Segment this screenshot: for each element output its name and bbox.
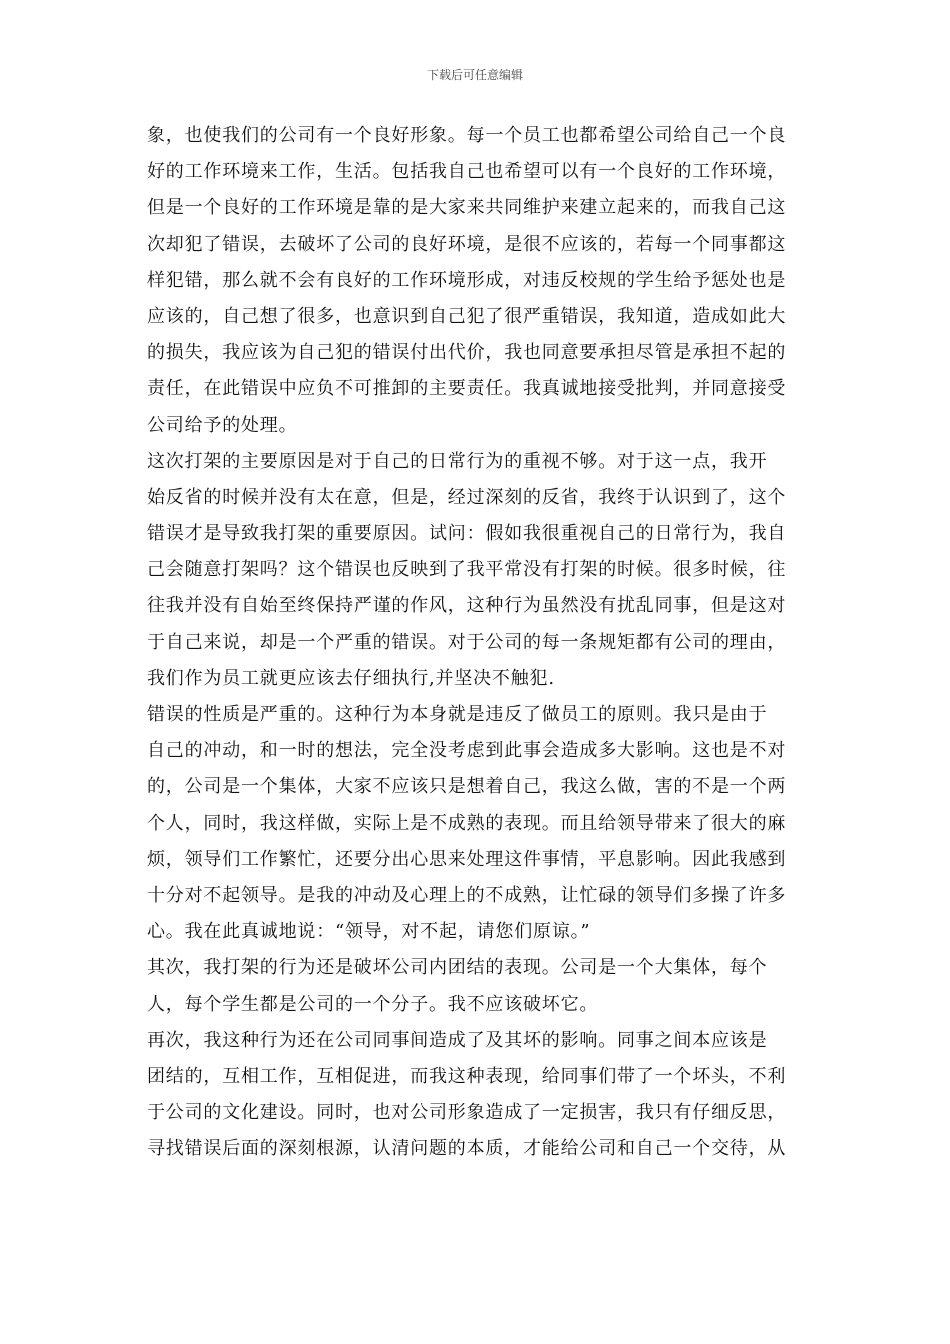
text-line: 寻找错误后面的深刻根源，认清问题的本质，才能给公司和自己一个交待，从 <box>147 1138 787 1160</box>
text-line: 再次，我这种行为还在公司同事间造成了及其坏的影响。同事之间本应该是 <box>147 1029 768 1051</box>
text-line: 其次，我打架的行为还是破坏公司内团结的表现。公司是一个大集体，每个 <box>147 957 768 979</box>
text-line: 次却犯了错误，去破坏了公司的良好环境，是很不应该的，若每一个同事都这 <box>147 233 787 255</box>
text-line: 公司给予的处理。 <box>147 414 298 436</box>
text-line: 自己的冲动，和一时的想法，完全没考虑到此事会造成多大影响。这也是不对 <box>147 740 787 762</box>
text-line: 这次打架的主要原因是对于自己的日常行为的重视不够。对于这一点，我开 <box>147 450 768 472</box>
text-line: 的，公司是一个集体，大家不应该只是想着自己，我这么做，害的不是一个两 <box>147 776 787 798</box>
text-line: 往我并没有自始至终保持严谨的作风，这种行为虽然没有扰乱同事，但是这对 <box>147 595 787 617</box>
text-line: 于自己来说，却是一个严重的错误。对于公司的每一条规矩都有公司的理由， <box>147 631 787 653</box>
text-line: 个人，同时，我这样做，实际上是不成熟的表现。而且给领导带来了很大的麻 <box>147 812 787 834</box>
text-line: 十分对不起领导。是我的冲动及心理上的不成熟，让忙碌的领导们多操了许多 <box>147 884 787 906</box>
text-line: 责任，在此错误中应负不可推卸的主要责任。我真诚地接受批判，并同意接受 <box>147 378 787 400</box>
text-line: 心。我在此真诚地说：“领导，对不起，请您们原谅。” <box>147 921 591 943</box>
text-line: 己会随意打架吗？这个错误也反映到了我平常没有打架的时候。很多时候，往 <box>147 559 787 581</box>
body-text <box>147 118 813 1167</box>
text-line: 团结的，互相工作，互相促进，而我这种表现，给同事们带了一个坏头，不利 <box>147 1065 787 1087</box>
text-line: 应该的，自己想了很多，也意识到自己犯了很严重错误，我知道，造成如此大 <box>147 305 787 327</box>
text-line: 错误的性质是严重的。这种行为本身就是违反了做员工的原则。我只是由于 <box>147 704 768 725</box>
text-line: 但是一个良好的工作环境是靠的是大家来共同维护来建立起来的，而我自己这 <box>147 197 787 219</box>
text-line: 错误才是导致我打架的重要原因。试问：假如我很重视自己的日常行为，我自 <box>147 523 787 545</box>
text-line: 人，每个学生都是公司的一个分子。我不应该破坏它。 <box>147 993 599 1015</box>
text-line: 样犯错，那么就不会有良好的工作环境形成，对违反校规的学生给予惩处也是 <box>147 269 787 291</box>
text-line: 烦，领导们工作繁忙，还要分出心思来处理这件事情，平息影响。因此我感到 <box>147 848 787 870</box>
page-header: 下载后可任意编辑 <box>426 68 523 82</box>
text-line: 于公司的文化建设。同时，也对公司形象造成了一定损害，我只有仔细反思， <box>147 1102 787 1124</box>
text-line: 的损失，我应该为自己犯的错误付出代价，我也同意要承担尽管是承担不起的 <box>147 342 787 364</box>
text-line: 我们作为员工就更应该去仔细执行,并坚决不触犯. <box>147 667 555 689</box>
text-line: 好的工作环境来工作，生活。包括我自己也希望可以有一个良好的工作环境， <box>147 161 787 183</box>
text-line: 始反省的时候并没有太在意，但是，经过深刻的反省，我终于认识到了，这个 <box>147 486 787 508</box>
text-line: 象，也使我们的公司有一个良好形象。每一个员工也都希望公司给自己一个良 <box>147 125 787 146</box>
